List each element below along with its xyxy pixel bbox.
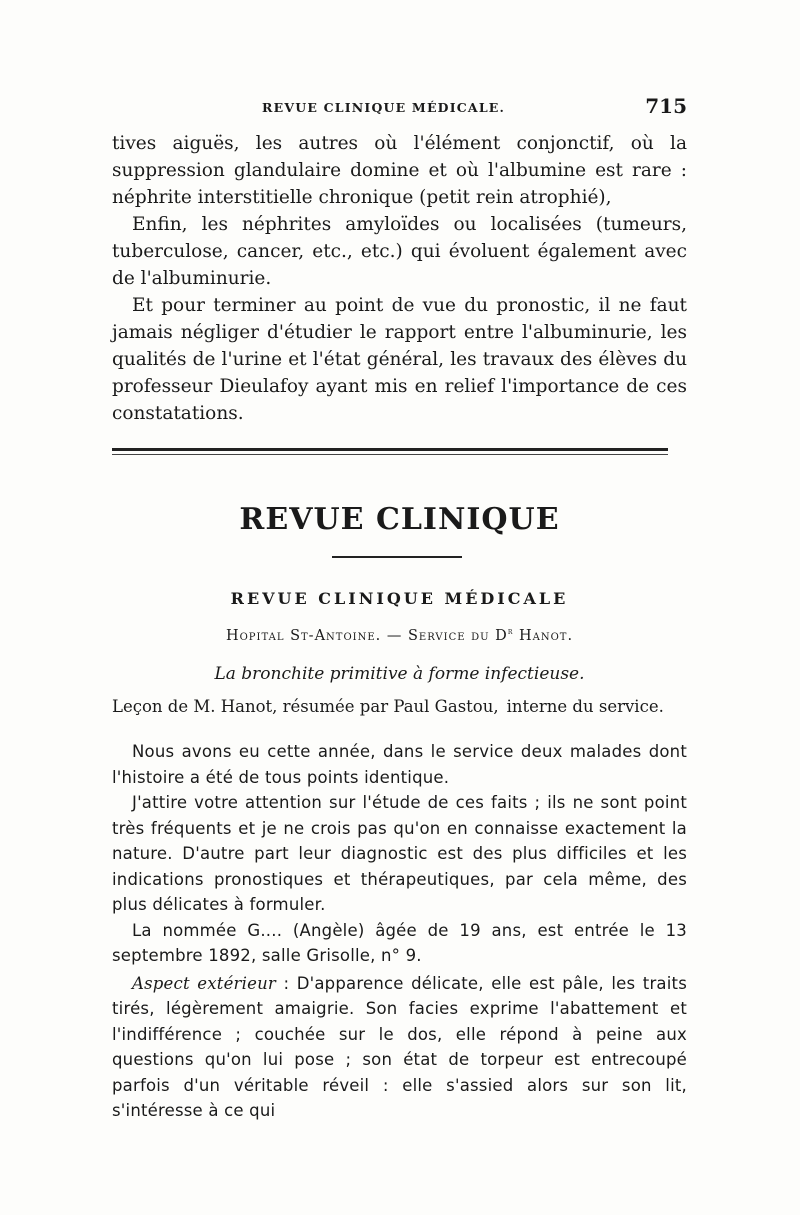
paragraph: Enfin, les néphrites amyloïdes ou localisées (tumeurs, tuberculose, cancer, etc., etc.) qui évoluent également avec de l'albuminurie. [112, 214, 687, 289]
page-number: 715 [645, 94, 687, 118]
paragraph: J'attire votre attention sur l'étude de ces faits ; ils ne sont point très fréquents et je ne crois pas qu'on en connaisse exactement la nature. D'autre part leur diagnostic est des plus difficiles et les indications pronostiques et thérapeutiques, par cela même, des plus délicates à formuler. [112, 793, 687, 914]
section-title: REVUE CLINIQUE [239, 502, 560, 537]
title-underline [332, 556, 462, 558]
lesson-body [112, 739, 687, 1124]
hospital-line: Hopital St-Antoine. — Service du $D^r$ Hanot. [225, 627, 574, 644]
paragraph-aspect: Aspect extérieur : D'apparence délicate, elle est pâle, les traits tirés, légèrement amaigrie. Son facies exprime l'abattement et l'indifférence ; couchée sur le dos, elle répond à peine aux questions qu'on lui pose ; son état de torpeur est entrecoupé parfois d'un véritable réveil : elle s'assied alors sur son lit, s'intéresse à ce qui [112, 973, 687, 1120]
section-divider-thin [112, 454, 668, 455]
running-header [112, 96, 687, 126]
paragraph: Et pour terminer au point de vue du pronostic, il ne faut jamais négliger d'étudier le rapport entre l'albuminurie, les qualités de l'urine et l'état général, les travaux des élèves du professeur Dieulafoy ayant mis en relief l'importance de ces constatations. [112, 295, 687, 424]
aspect-label: Aspect extérieur [132, 973, 276, 993]
running-title: REVUE CLINIQUE MÉDICALE. [262, 100, 506, 115]
paragraph: tives aiguës, les autres où l'élément conjonctif, où la suppression glandulaire domine et où l'albumine est rare : néphrite interstitielle chronique (petit rein atrophié), [112, 133, 687, 208]
lesson-topic: La bronchite primitive à forme infectieuse. [214, 664, 585, 684]
intro-text [112, 130, 687, 427]
section-subtitle: REVUE CLINIQUE MÉDICALE [230, 589, 569, 608]
section-divider-thick [112, 448, 668, 451]
lesson-credit: Leçon de M. Hanot, résumée par Paul Gastou, interne du service. [112, 697, 664, 716]
paragraph: La nommée G.... (Angèle) âgée de 19 ans, est entrée le 13 septembre 1892, salle Grisolle, n° 9. [112, 920, 687, 965]
paragraph: Nous avons eu cette année, dans le service deux malades dont l'histoire a été de tous points identique. [112, 742, 687, 787]
